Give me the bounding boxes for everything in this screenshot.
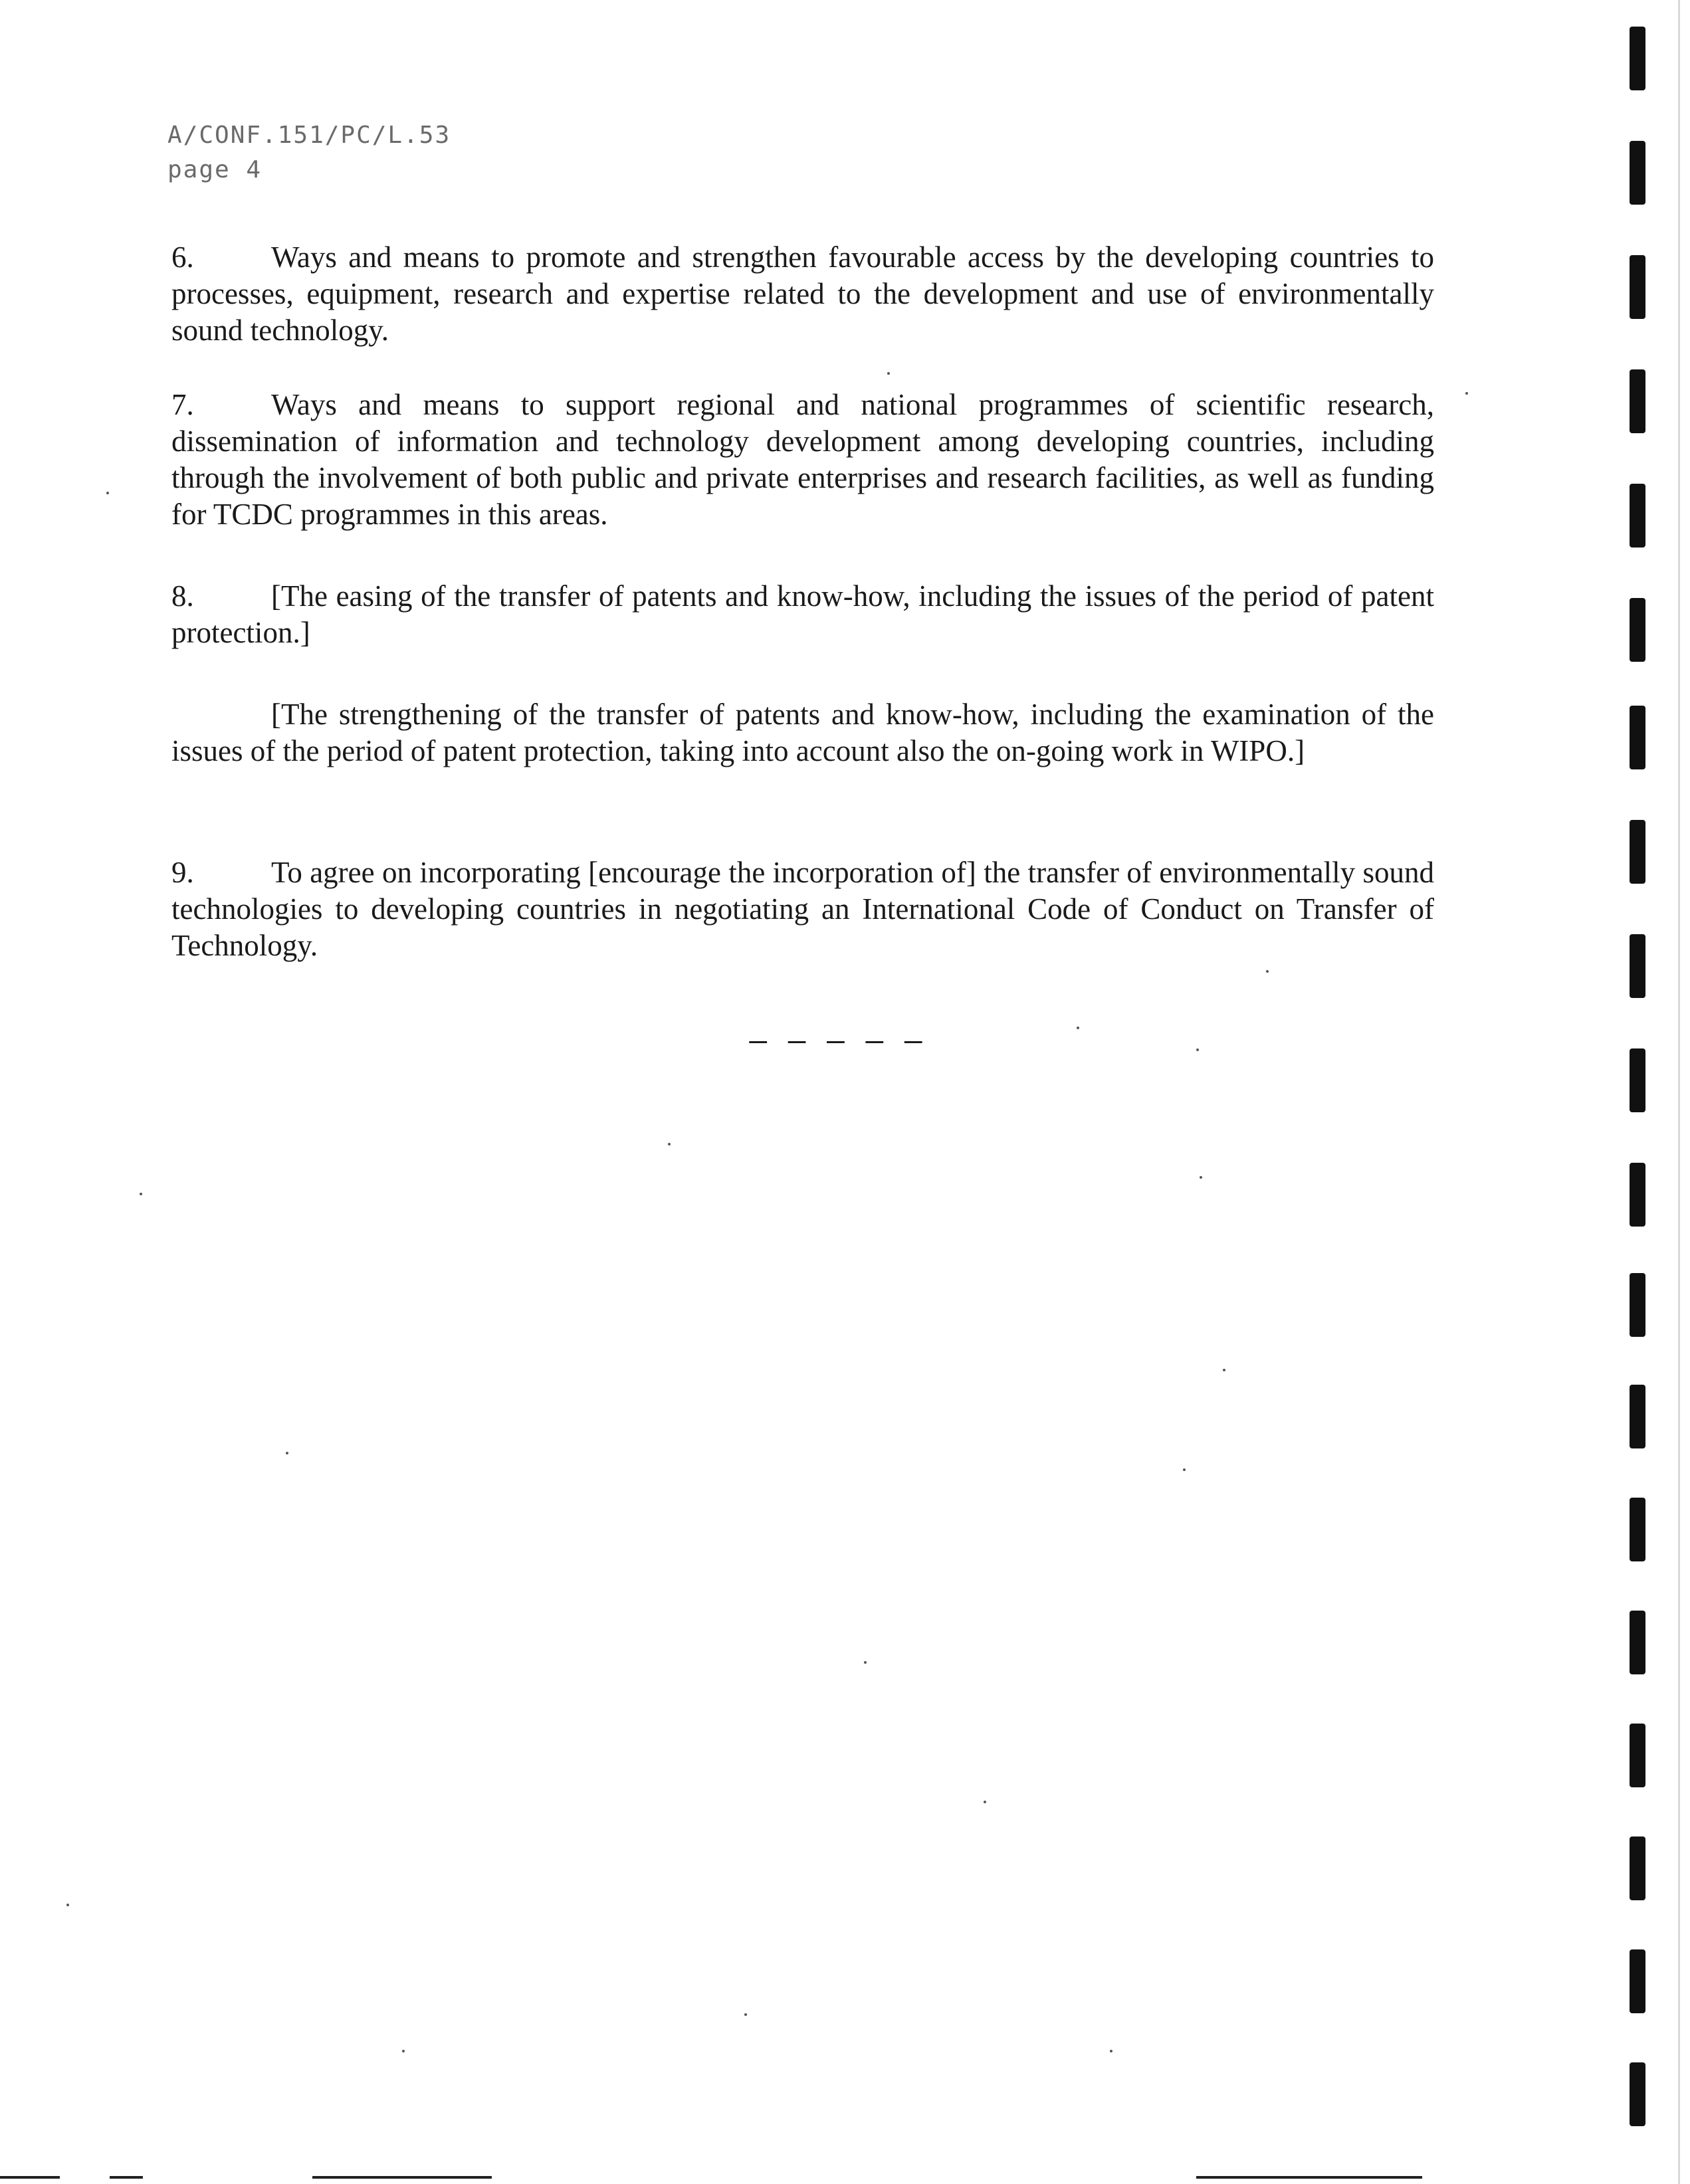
scan-speck [984,1801,986,1803]
scan-speck [106,492,109,494]
paragraph-text: To agree on incorporating [encourage the incorporation of] the transfer of environmentally sound technologies to developing countries in negotiating an International Code of Conduct on Transfer of Technology. [171,856,1434,962]
scan-registration-mark [1630,2062,1645,2126]
scan-bottom-edge [1196,2176,1422,2179]
scan-registration-mark [1630,1611,1645,1674]
paragraph-text: Ways and means to promote and strengthen favourable access by the developing countries to processes, equipment, research and expertise related to the development and use of environmentally sound technology. [171,241,1434,347]
scan-registration-mark [1630,1163,1645,1227]
scan-speck [1196,1048,1199,1051]
scan-registration-mark [1630,1724,1645,1787]
scan-speck [1077,1027,1079,1029]
scan-speck [402,2050,405,2052]
scan-speck [1200,1176,1202,1179]
scan-speck [668,1143,671,1145]
scan-registration-mark [1630,141,1645,205]
scan-speck [140,1193,142,1195]
page-number: page 4 [167,156,263,183]
paragraph-6 [171,239,1434,349]
paragraph-8-option-b [171,696,1434,769]
scan-speck [864,1661,867,1664]
scan-registration-mark [1630,1273,1645,1337]
scan-speck [1223,1369,1225,1371]
scan-registration-mark [1630,598,1645,662]
scan-speck [1266,970,1269,973]
scan-registration-mark [1630,1837,1645,1900]
scan-registration-mark [1630,484,1645,547]
paragraph-number: 9. [171,856,194,889]
paragraph-text: Ways and means to support regional and national programmes of scientific research, dissemination of information and technology development among developing countries, including through the involvement of both public and private enterprises and research facilities, as well as funding for TCDC programmes in this areas. [171,388,1434,531]
scan-registration-mark [1630,1048,1645,1112]
scan-registration-mark [1630,706,1645,769]
document-symbol: A/CONF.151/PC/L.53 [167,122,451,149]
scan-speck [286,1452,288,1454]
scan-registration-mark [1630,1385,1645,1448]
scan-registration-mark [1630,369,1645,433]
paragraph-number: 6. [171,241,194,274]
paragraph-number: 7. [171,388,194,421]
scan-speck [1183,1468,1186,1471]
scan-registration-mark [1630,934,1645,998]
scan-edge-line [1678,0,1680,2184]
paragraph-9 [171,854,1434,964]
scan-registration-mark [1630,1498,1645,1561]
scan-registration-mark [1630,255,1645,319]
scan-registration-mark [1630,27,1645,90]
paragraph-number: 8. [171,579,194,613]
end-of-document-mark: _ _ _ _ _ [750,1009,929,1044]
scan-speck [1110,2050,1112,2052]
scan-bottom-edge [312,2176,492,2179]
paragraph-text: [The strengthening of the transfer of patents and know-how, including the examination of the issues of the period of patent protection, taking into account also the on-going work in WIPO.] [171,698,1434,767]
scan-registration-mark [1630,820,1645,884]
scan-speck [1465,392,1468,395]
paragraph-8-option-a [171,578,1434,651]
paragraph-7 [171,387,1434,533]
scan-bottom-edge [0,2176,60,2179]
scan-bottom-edge [110,2176,143,2179]
scan-registration-mark [1630,1949,1645,2013]
paragraph-text: [The easing of the transfer of patents and know-how, including the issues of the period of patent protection.] [171,579,1434,649]
document-header [167,118,451,187]
scan-speck [66,1904,69,1906]
scan-speck [744,2013,747,2016]
scan-speck [887,372,890,375]
